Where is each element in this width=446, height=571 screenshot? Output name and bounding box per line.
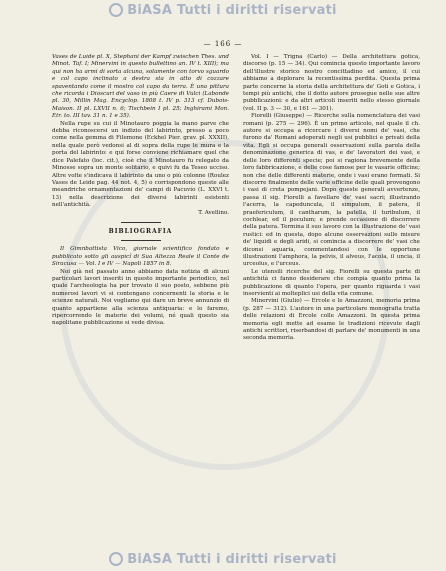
biasa-logo-icon	[109, 552, 123, 566]
banner-text: BiASA Tutti i diritti riservati	[127, 3, 337, 18]
divider	[121, 222, 161, 223]
paragraph: Vases de Luide pl. X, Stephani der Kampf zwischen Thes. und Minot. Taf. I; Minervini in questo bullettino an. IV t. XIII); ma qui non ha armi di sorta alcuna, solamente con torvo sguardo e col capo inclinato a destra sta in atto di cozzare spaventando come il mostro col capo da terra. È una pittura che ricorda i Dioscuri del vaso in più Caere di Vulci (Labonde pl. 30, Millin Mag. Encyclop. 1808 t. IV p. 313 cf. Dubois-Maison. II pl. LXVII n. 6; Tischbein I pl. 25; Inghirami Mon. Etr. to. III tav. 31 n. 1 e 35).	[52, 54, 229, 120]
right-column	[243, 54, 420, 343]
watermark-banner-top	[0, 0, 446, 22]
page-number: — 166 —	[203, 40, 243, 48]
banner-text: BiASA Tutti i diritti riservati	[127, 552, 337, 567]
watermark-banner-bottom	[0, 549, 446, 571]
paragraph: Fiorelli (Giuseppe) — Ricerche sulla nomenclatura dei vasi romani (p. 275 — 296). È un primo articolo, nel quale il ch. autore si occupa a ricercare i diversi nomi de' vasi, che furono da' Romani adoperati negli usi pubblici e privati della vita. Egli si occupa generali osservazioni sulla parola della denominazione generica di vas, e de' lavoratori dei vasi, e delle loro differenti specie; poi si ragiona brevemente della loro fabbricazione, e delle cose famose per le vasarie officine; non che delle differenti materie, onde i vasi erano formati. Si discorre finalmente delle varie officine delle quali provengono i vasi di creta pompejani. Dopo queste generali avvertenze, passa il sig. Fiorelli a favellare de' vasi sacri; illustrando l'acerra, la capeduncula, il simpulum, il patera, il praefericulum, il cantharum, la patella, il turibulum, il cochlear, ed il poculum; e prende occasione di discorrere della patera. Termina il suo lavoro con la illustrazione de' vasi rustici: ed in questa, dopo alcune osservazioni sulle misure de' liquidi e degli aridi, si comincia a discorrere de' vasi che diconsi aquaria, commentandosi con le opportune illustrazioni l'amphora, la pelvis, il alveus, l'acola, il uncia, il urceolus, e l'urceus.	[243, 113, 420, 268]
bibliography-entry: Il Gimnbattista Vico, giornale scientifico fondato e pubblicato sotto gli auspicî di Sua Altezza Reale il Conte de Siracusa — Vol. I e IV — Napoli 1857 in 8.	[52, 246, 229, 268]
paragraph: Vol. I — Trigna (Carlo) — Della architettura gotica, discorso (p. 15 — 34). Qui comincia questo importante lavoro dell'illustre storico nostro concittadino ed amico, il cui abbiamo a deplorare la recentissima perdita. Questa prima parte concerne la storia della architettura de' Goti e Gotica, i tempi più antichi, che il dotto autore prosegue nelle sue altre pubblicazioni: e da altri articoli inseriti nello stesso giornale (vol. II p. 3 — 30, e 161 — 301).	[243, 54, 420, 112]
paragraph: Minervini (Giulio) — Ercole e le Amazzoni, memoria prima (p. 287 — 312). L'autore in una particolare monografia tratta delle relazioni di Ercole colle Amazzoni. In questa prima memoria egli mette ad esame le tradizioni ricevute dagli antichi scrittori, riserbandosi di parlare de' monumenti in una seconda memoria.	[243, 298, 420, 342]
paragraph: Nella rupe su cui il Minotauro poggia la mano parve che debba riconoscersi un indizio del labirinto, presso a poco come nella gemma di Filemone (Eckhel Pier. grav. pl. XXXII), nella quale però vedonsi al di sopra della rupe le mura e la porta del labirinto: e qui forse conviene richiamare quel che dice Palefato (loc. cit.), cioè che il Minotauro fu relegato da Minosse sopra un monte solitario, e quivi fu da Teseo ucciso. Altre volte s'indicava il labirinto da uno o più colonne (Roulez Vases de Leide pag. 44 not. 4, 5) o corrispondono queste alle meandriche ornamentazioni de' campi di Pacuvio (L. XXVI t. 13) nella descrizione dei diversi labirinti esistenti nell'antichità.	[52, 120, 229, 209]
author-signature: T. Avellino.	[198, 209, 229, 216]
paragraph: Noi già nel passato anno abbiamo data notizia di alcuni particolari lavori inseriti in questo importante periodico, nel quale l'archeologia ha per trovato il suo posto, sebbene più numerosi lavori vi si contengano concernenti la storia e le scienze naturali. Noi vogliamo qui dare un breve annunzio di quanto appartiene alla scienza antiquaria: e lo faremo, ripercorrendo le materie dei volumi, né quali questo sia napolitane pubblicazione si vede divisa.	[52, 268, 229, 327]
paragraph: Le utensili ricerche del sig. Fiorelli su questa parte di antichità ci fanno desiderare che compia quanto prima la pubblicazione di quanto l'opera, per quanto riguarda i vasi inservienti ai molteplici usi della vita comune.	[243, 268, 420, 297]
left-column	[52, 54, 229, 328]
biasa-logo-icon	[109, 3, 123, 17]
section-heading: BIBLIOGRAFIA	[108, 227, 173, 235]
divider	[121, 240, 161, 241]
